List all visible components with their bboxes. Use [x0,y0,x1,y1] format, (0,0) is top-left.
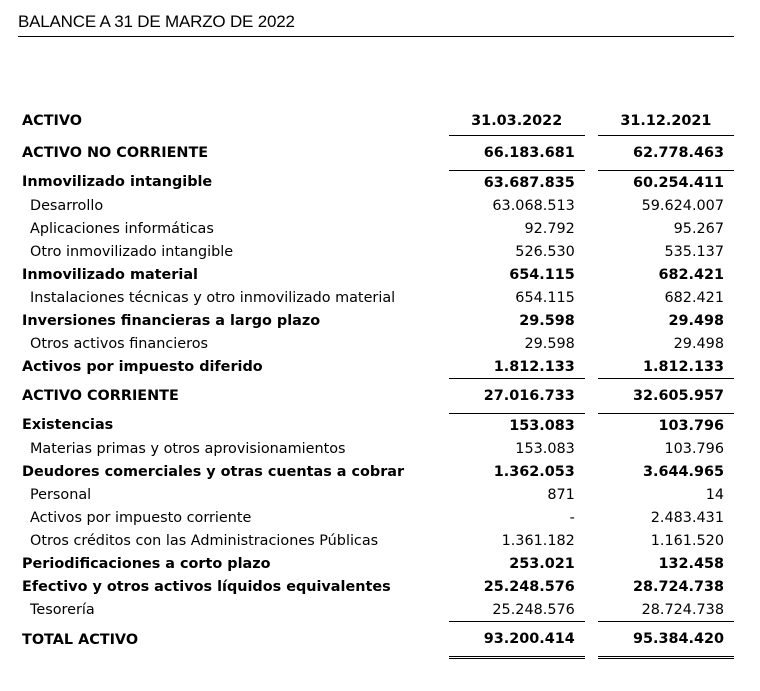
row-value-2021: 14 [705,486,724,503]
table-row [18,309,734,332]
table-row [18,286,734,309]
header-col-2022: 31.03.2022 [471,113,563,129]
table-row [18,414,734,438]
row-label: Aplicaciones informáticas [30,220,214,237]
row-value-2021: 28.724.738 [632,578,724,595]
row-label: Deudores comerciales y otras cuentas a cobrar [22,463,405,480]
row-value-2021: 60.254.411 [632,174,724,191]
row-value-2022: 871 [547,486,575,503]
row-label: Desarrollo [30,197,104,214]
row-label: Inversiones financieras a largo plazo [22,312,321,329]
table-header-row [18,107,734,136]
row-label: Otros créditos con las Administraciones Públicas [30,532,379,549]
table-row [18,194,734,217]
row-value-2022: 25.248.576 [492,601,575,618]
row-value-2022: 25.248.576 [483,578,575,595]
row-value-2021: 29.498 [668,312,724,329]
row-label: ACTIVO CORRIENTE [22,388,179,404]
table-row [18,529,734,552]
row-label: Inmovilizado intangible [22,174,213,191]
row-label: ACTIVO NO CORRIENTE [22,145,209,161]
header-col-2021: 31.12.2021 [620,113,712,129]
row-value-2022: 526.530 [515,243,575,260]
row-value-2021: 3.644.965 [642,463,724,480]
row-value-2022: - [569,509,575,526]
table-row [18,355,734,379]
header-label: ACTIVO [22,113,82,130]
row-value-2022: 153.083 [515,440,575,457]
row-label: Otro inmovilizado intangible [30,243,234,260]
row-label: Efectivo y otros activos líquidos equivalentes [22,578,391,595]
row-value-2022: 654.115 [515,289,575,306]
table-row [18,483,734,506]
table-row [18,136,734,171]
table-row [18,332,734,355]
table-row [18,217,734,240]
table-row [18,598,734,622]
row-label: Personal [30,486,92,503]
row-value-2021: 59.624.007 [641,197,724,214]
row-value-2022: 66.183.681 [449,136,585,171]
row-label: Tesorería [30,601,95,618]
row-value-2021: 103.796 [664,440,724,457]
row-label: Activos por impuesto corriente [30,509,252,526]
row-label: TOTAL ACTIVO [22,631,139,648]
row-value-2022: 1.362.053 [493,463,575,480]
row-value-2022: 63.068.513 [492,197,575,214]
row-value-2022: 29.598 [519,312,575,329]
row-value-2022: 1.361.182 [501,532,575,549]
row-label: Activos por impuesto diferido [22,358,263,375]
table-row [18,460,734,483]
row-value-2022: 63.687.835 [483,174,575,191]
row-label: Existencias [22,417,114,434]
row-label: Materias primas y otros aprovisionamientos [30,440,346,457]
row-value-2021: 1.161.520 [650,532,724,549]
row-value-2021: 32.605.957 [598,379,734,414]
row-value-2021: 62.778.463 [598,136,734,171]
table-row [18,552,734,575]
row-value-2022: 93.200.414 [449,622,585,658]
row-value-2022: 654.115 [509,266,575,283]
table-row [18,379,734,414]
row-value-2021: 28.724.738 [641,601,724,618]
row-value-2021: 95.267 [673,220,724,237]
table-row [18,171,734,195]
row-value-2021: 1.812.133 [642,358,724,375]
document-title: BALANCE A 31 DE MARZO DE 2022 [18,12,734,37]
row-value-2022: 153.083 [509,417,575,434]
table-row [18,575,734,598]
row-value-2021: 132.458 [658,555,724,572]
row-value-2021: 95.384.420 [598,622,734,658]
row-value-2022: 27.016.733 [449,379,585,414]
row-value-2022: 92.792 [524,220,575,237]
row-value-2021: 103.796 [658,417,724,434]
row-value-2021: 682.421 [658,266,724,283]
row-label: Periodificaciones a corto plazo [22,555,271,572]
row-value-2021: 535.137 [664,243,724,260]
row-label: Otros activos financieros [30,335,208,352]
balance-table-body [18,107,734,658]
row-value-2021: 2.483.431 [650,509,724,526]
table-row [18,622,734,658]
balance-table [18,107,734,659]
row-label: Instalaciones técnicas y otro inmovilizado material [30,289,396,306]
row-value-2022: 29.598 [524,335,575,352]
table-row [18,506,734,529]
row-value-2021: 682.421 [664,289,724,306]
row-value-2022: 253.021 [509,555,575,572]
row-label: Inmovilizado material [22,266,198,283]
table-row [18,263,734,286]
row-value-2021: 29.498 [673,335,724,352]
table-row [18,437,734,460]
row-value-2022: 1.812.133 [493,358,575,375]
table-row [18,240,734,263]
